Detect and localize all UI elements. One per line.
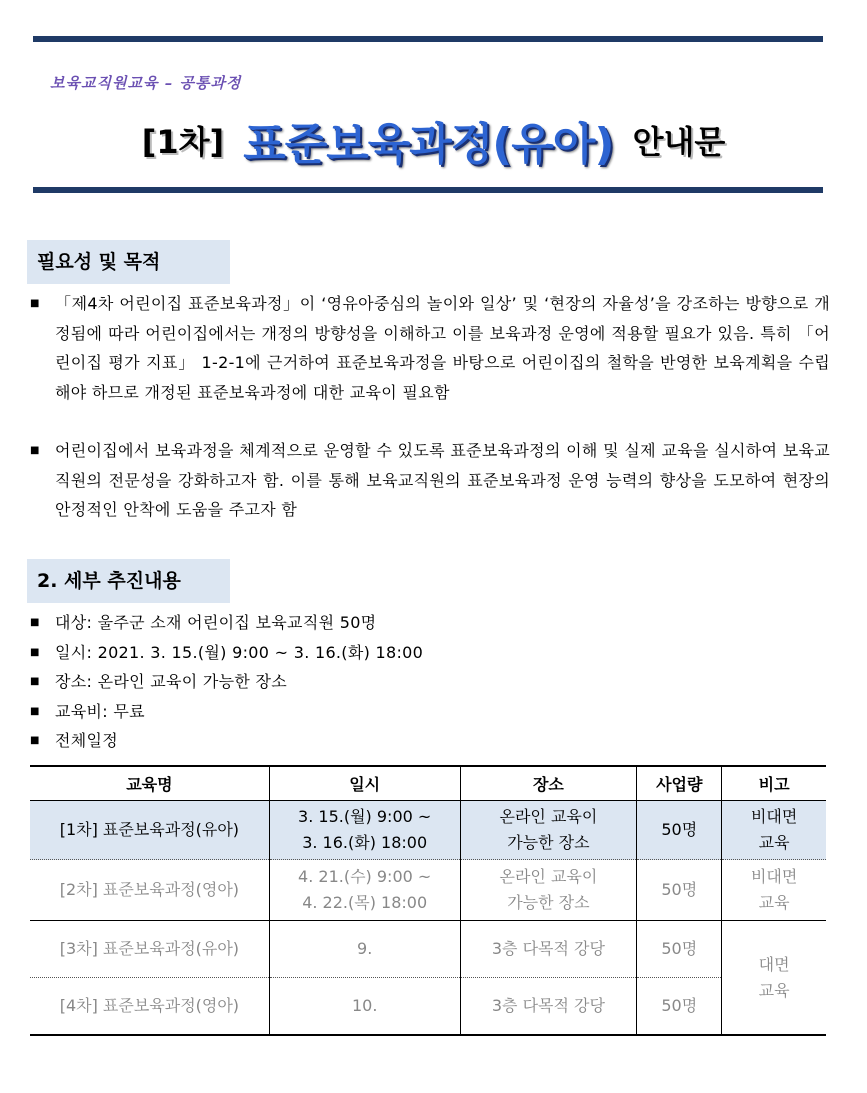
subtitle: 보육교직원교육 – 공통과정 — [50, 74, 242, 92]
course-note-line2: 교육 — [758, 893, 790, 912]
course-place: 3층 다목적 강당 — [460, 978, 637, 1036]
course-place — [460, 801, 637, 860]
course-date-end: 3. 16.(화) 18:00 — [302, 833, 428, 852]
course-note-line1: 비대면 — [750, 867, 798, 886]
title-main: 표준보육과정(유아) — [243, 119, 614, 170]
purpose-bullet: ■ 「제4차 어린이집 표준보육과정」이 ‘영유아중심의 놀이와 일상’ 및 ‘현장의 자율성’을 강조하는 방향으로 개정됨에 따라 어린이집에서는 개정의 방향성을 이해하고 이를 보육과정 운영에 적용할 필요가 있음. 특히 「어린이집 평가 지표」 1-2-1에 근거하여 표준보육과정을 바탕으로 어린이집의 철학을 반영한 보육계획을 수립해야 하므로 개정된 표준보육과정에 대한 교육이 필요함 — [30, 289, 830, 407]
course-date-start: 4. 21.(수) 9:00 ~ — [298, 867, 432, 886]
course-amount: 50명 — [637, 978, 722, 1036]
top-rule — [33, 36, 823, 42]
course-amount: 50명 — [637, 801, 722, 860]
detail-item: ■ 장소: 온라인 교육이 가능한 장소 — [30, 667, 830, 697]
course-date — [269, 801, 460, 860]
course-name: [3차] 표준보육과정(유아) — [30, 921, 269, 978]
course-date-start: 3. 15.(월) 9:00 ~ — [298, 807, 432, 826]
col-header-note: 비고 — [722, 766, 826, 801]
course-date: 10. — [269, 978, 460, 1036]
detail-item: ■ 일시: 2021. 3. 15.(월) 9:00 ~ 3. 16.(화) 18:00 — [30, 638, 830, 668]
course-note-merged — [722, 921, 826, 1036]
course-amount: 50명 — [637, 921, 722, 978]
course-place-line2: 가능한 장소 — [507, 893, 590, 912]
course-place-line1: 온라인 교육이 — [499, 807, 598, 826]
section-heading-details: 2. 세부 추진내용 — [27, 559, 230, 603]
course-name: [4차] 표준보육과정(영아) — [30, 978, 269, 1036]
course-amount: 50명 — [637, 860, 722, 921]
course-note — [722, 801, 826, 860]
col-header-place: 장소 — [460, 766, 637, 801]
course-place — [460, 860, 637, 921]
course-note-line1: 대면 — [758, 954, 790, 974]
course-date: 9. — [269, 921, 460, 978]
course-note-line2: 교육 — [758, 980, 790, 1000]
course-name: [1차] 표준보육과정(유아) — [30, 801, 269, 860]
page-title — [0, 108, 867, 172]
table-row — [30, 921, 826, 978]
col-header-date: 일시 — [269, 766, 460, 801]
course-place: 3층 다목적 강당 — [460, 921, 637, 978]
course-date — [269, 860, 460, 921]
title-prefix: [1차] — [141, 123, 225, 161]
course-note-line1: 비대면 — [750, 807, 798, 826]
course-place-line1: 온라인 교육이 — [499, 867, 598, 886]
course-place-line2: 가능한 장소 — [507, 833, 590, 852]
table-row — [30, 860, 826, 921]
section-heading-purpose: 필요성 및 목적 — [27, 240, 230, 284]
course-note-line2: 교육 — [758, 833, 790, 852]
table-header-row — [30, 766, 826, 801]
course-name: [2차] 표준보육과정(영아) — [30, 860, 269, 921]
table-row — [30, 801, 826, 860]
schedule-table — [30, 765, 826, 1036]
purpose-bullet: ■ 어린이집에서 보육과정을 체계적으로 운영할 수 있도록 표준보육과정의 이해 및 실제 교육을 실시하여 보육교직원의 전문성을 강화하고자 함. 이를 통해 보육교직원의 표준보육과정 운영 능력의 향상을 도모하여 현장의 안정적인 안착에 도움을 주고자 함 — [30, 436, 830, 525]
detail-item: ■ 전체일정 — [30, 726, 830, 756]
table-row — [30, 978, 826, 1036]
col-header-amount: 사업량 — [637, 766, 722, 801]
bottom-rule — [33, 187, 823, 193]
detail-item: ■ 대상: 울주군 소재 어린이집 보육교직원 50명 — [30, 608, 830, 638]
title-suffix: 안내문 — [632, 123, 726, 161]
course-note — [722, 860, 826, 921]
detail-item: ■ 교육비: 무료 — [30, 697, 830, 727]
course-date-end: 4. 22.(목) 18:00 — [302, 893, 428, 912]
col-header-name: 교육명 — [30, 766, 269, 801]
